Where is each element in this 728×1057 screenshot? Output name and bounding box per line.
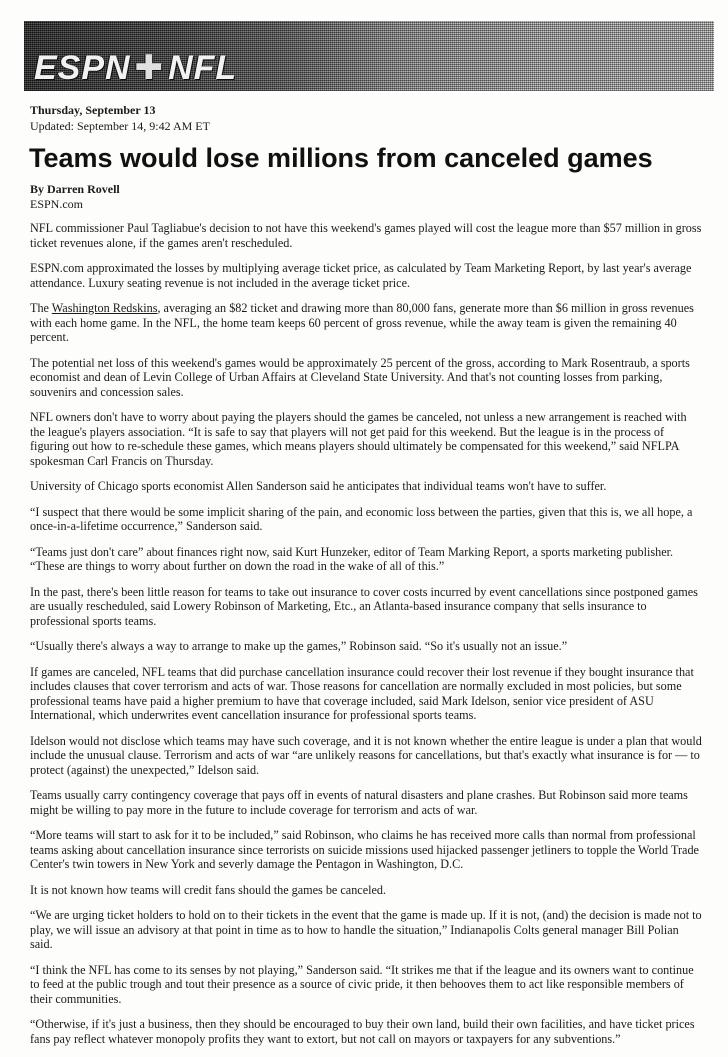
paragraph: “I suspect that there would be some implicit sharing of the pain, and economic loss between the parties, given that this is, we all hope, a once-in-a-lifetime occurrence,” Sanderson said. bbox=[30, 504, 693, 533]
paragraph-with-link bbox=[30, 301, 702, 345]
espn-nfl-banner bbox=[24, 21, 714, 91]
article-body bbox=[30, 221, 702, 1057]
paragraph: ESPN.com approximated the losses by multiplying average ticket price, as calculated by Team Marketing Report, by last year's average attendance. Luxury seating revenue is not included in the average ticket price. bbox=[30, 261, 692, 290]
article-date: Thursday, September 13 bbox=[30, 103, 156, 117]
author: By Darren Rovell bbox=[30, 182, 120, 196]
paragraph: If games are canceled, NFL teams that did purchase cancellation insurance could recover their lost revenue if they bought insurance that includes clauses that cover terrorism and acts of war. Those reasons for cancellation are normally excluded in most policies, but some professional teams have paid a higher premium to have that coverage included, said Mark Idelson, senior vice president of ASU International, which underwrites event cancellation insurance for professional sports teams. bbox=[30, 664, 694, 722]
paragraph: NFL owners don't have to worry about paying the players should the games be canceled, not unless a new arrangement is reached with the league's players association. “It is safe to say that players will not get paid for this weekend. But the league is in the process of figuring out how to re-schedule these games, which means players should ultimately be compensated for this weekend,” said NFLPA spokesman Carl Francis on Thursday. bbox=[30, 410, 687, 468]
paragraph: “Teams just don't care” about finances right now, said Kurt Hunzeker, editor of Team Marking Report, a sports marketing publisher. “These are things to worry about further on down the road in the wake of all of this.” bbox=[30, 544, 674, 573]
source: ESPN.com bbox=[30, 197, 84, 211]
paragraph: “More teams will start to ask for it to be included,” said Robinson, who claims he has received more calls than normal from professional teams asking about cancellation insurance since terrorists on suicide missions used hijacked passenger jetliners to topple the World Trade Center's twin towers in New York and severly damage the Pentagon in Washington, D.C. bbox=[30, 828, 699, 871]
nfl-wordmark: NFL bbox=[168, 49, 238, 87]
espn-wordmark: ESPN bbox=[34, 49, 131, 87]
logo-separator-icon: ✚ bbox=[134, 49, 165, 87]
article-meta bbox=[30, 102, 210, 134]
paragraph: The potential net loss of this weekend's games would be approximately 25 percent of the gross, according to Mark Rosentraub, a sports economist and dean of Levin College of Urban Affairs at Cleveland State University. And that's not counting losses from parking, souvenirs and concession sales. bbox=[30, 355, 690, 399]
paragraph: “We are urging ticket holders to hold on to their tickets in the event that the game is made up. If it is not, (and) the decision is made not to play, we will issue an advisory at that point in time as to how to handle the situation,” Indianapolis Colts general manager Bill Polian said. bbox=[30, 908, 702, 951]
page-title: Teams would lose millions from canceled games bbox=[29, 143, 653, 173]
paragraph: In the past, there's been little reason for teams to take out insurance to cover costs incurred by event cancellations since postponed games are usually rescheduled, said Lowery Robinson of Marketing, Etc., an Atlanta-based insurance company that sells insurance to professional sports teams. bbox=[30, 584, 698, 628]
paragraph: Idelson would not disclose which teams may have such coverage, and it is not known whether the entire league is under a plan that would include the unusual clause. Terrorism and acts of war “are unlikely reasons for cancellations, but that's exactly what insurance is for — to protect (against) the unexpected,” Idelson said. bbox=[30, 733, 702, 777]
washington-redskins-link[interactable]: Washington Redskins bbox=[51, 301, 158, 315]
paragraph: It is not known how teams will credit fans should the games be canceled. bbox=[30, 882, 387, 897]
paragraph: Teams usually carry contingency coverage that pays off in events of natural disasters and plane crashes. But Robinson said more teams might be willing to pay more in the future to include coverage for terrorism and acts of war. bbox=[30, 788, 688, 817]
espn-nfl-logo[interactable] bbox=[34, 49, 237, 87]
paragraph-text: The bbox=[30, 301, 52, 315]
paragraph: “Usually there's always a way to arrange to make up the games,” Robinson said. “So it's usually not an issue.” bbox=[30, 639, 568, 653]
paragraph: “Otherwise, if it's just a business, then they should be encouraged to buy their own land, build their own facilities, and have ticket prices fans pay reflect whatever monopoly profits they want to extort, but not call on mayors or taxpayers for any subventions.” bbox=[30, 1017, 695, 1046]
paragraph: “I think the NFL has come to its senses by not playing,” Sanderson said. “It strikes me that if the league and its owners want to continue to feed at the public trough and tout their presence as a source of civic pride, it then behooves them to act like responsible members of their communities. bbox=[30, 962, 694, 1006]
paragraph-text: , averaging an $82 ticket and drawing more than 80,000 fans, generate more than $6 million in gross revenues with each home game. In the NFL, the home team keeps 60 percent of gross revenue, while the away team is given the remaining 40 percent. bbox=[30, 301, 694, 344]
article-updated: Updated: September 14, 9:42 AM ET bbox=[30, 119, 210, 133]
paragraph: University of Chicago sports economist Allen Sanderson said he anticipates that individual teams won't have to suffer. bbox=[30, 479, 607, 493]
byline bbox=[30, 182, 120, 212]
paragraph: NFL commissioner Paul Tagliabue's decision to not have this weekend's games played will cost the league more than $57 million in gross ticket revenues alone, if the games aren't rescheduled. bbox=[30, 221, 702, 250]
